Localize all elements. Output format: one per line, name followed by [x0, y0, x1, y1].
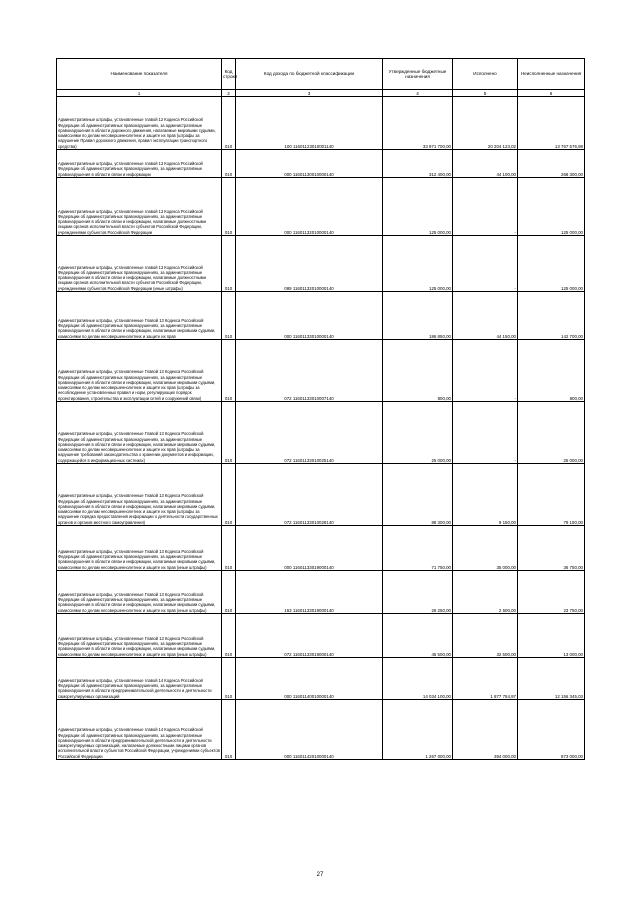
- row-unexecuted: 12 156 345,03: [518, 658, 585, 700]
- column-number: 6: [518, 90, 585, 97]
- table-row: [57, 700, 585, 760]
- row-kbk: 072 11601133010025140: [236, 402, 383, 464]
- row-name: Административные штрафы, установленные главой 13 Кодекса Российской Федерации об административных правонарушениях, за административные правонарушения в области связи и информации, налагаемые должностными лицами органов исполнительной власти субъектов Российской Федерации, учреждениями субъектов Российской Федерации: [57, 178, 222, 236]
- row-code: 010: [222, 150, 236, 178]
- row-approved: 71 750,00: [383, 526, 453, 571]
- row-kbk: 000 11601140010000140: [236, 658, 383, 700]
- row-unexecuted: 13 767 576,98: [518, 97, 585, 150]
- row-name: Административные штрафы, установленные Главой 13 Кодекса Российской Федерации об административных правонарушениях, за административные правонарушения в области связи и информации, налагаемые мировыми судьями, комиссиями по делам несовершеннолетних и защите их прав (иные штрафы): [57, 614, 222, 658]
- row-approved: 33 971 700,00: [383, 97, 453, 150]
- row-approved: 88 300,00: [383, 464, 453, 526]
- row-kbk: 153 11601133019000140: [236, 571, 383, 614]
- row-approved: 125 000,00: [383, 178, 453, 236]
- row-executed: -: [453, 236, 518, 292]
- row-unexecuted: 36 750,00: [518, 526, 585, 571]
- row-executed: 1 877 754,97: [453, 658, 518, 700]
- table-row: [57, 292, 585, 340]
- row-name: Административные штрафы, установленные главой 12 Кодекса Российской Федерации об административных правонарушениях, за административные правонарушения в области дорожного движения, налагаемые мировыми судьями, комиссиями по делам несовершеннолетних и защите их прав (штрафы за нарушение Правил дорожного движения, правил эксплуатации транспортного средства): [57, 97, 222, 150]
- row-code: 010: [222, 464, 236, 526]
- row-unexecuted: 800,00: [518, 340, 585, 402]
- row-executed: 35 000,00: [453, 526, 518, 571]
- row-executed: 2 500,00: [453, 571, 518, 614]
- row-unexecuted: 23 750,00: [518, 571, 585, 614]
- table-row: [57, 571, 585, 614]
- row-code: 010: [222, 178, 236, 236]
- table-row: [57, 97, 585, 150]
- table-row: [57, 236, 585, 292]
- row-kbk: 072 11601133010007140: [236, 340, 383, 402]
- row-approved: 186 850,00: [383, 292, 453, 340]
- column-number: 4: [383, 90, 453, 97]
- row-executed: 20 204 123,02: [453, 97, 518, 150]
- row-code: 010: [222, 340, 236, 402]
- row-name: Административные штрафы, установленные главой 14 Кодекса Российской Федерации об административных правонарушениях, за административные правонарушения в области предпринимательской деятельности и деятельности саморегулируемых организаций: [57, 658, 222, 700]
- row-unexecuted: 125 000,00: [518, 236, 585, 292]
- row-approved: 312 400,00: [383, 150, 453, 178]
- row-unexecuted: 125 000,00: [518, 178, 585, 236]
- row-code: 010: [222, 526, 236, 571]
- row-kbk: 072 11601133010028140: [236, 464, 383, 526]
- row-approved: 800,00: [383, 340, 453, 402]
- row-unexecuted: 268 300,00: [518, 150, 585, 178]
- row-kbk: 100 11601123010001140: [236, 97, 383, 150]
- row-executed: 9 150,00: [453, 464, 518, 526]
- row-kbk: 000 11601132010000140: [236, 178, 383, 236]
- row-executed: 394 000,00: [453, 700, 518, 760]
- table-row: [57, 658, 585, 700]
- row-name: Административные штрафы, установленные главой 14 Кодекса Российской Федерации об административных правонарушениях, за административные правонарушения в области предпринимательской деятельности и деятельности саморегулируемых организаций, налагаемые должностными лицами органов исполнительной власти субъектов Российской Федерации, учреждениями субъектов Российской Федерации: [57, 700, 222, 760]
- row-name: Административные штрафы, установленные главой 13 Кодекса Российской Федерации об административных правонарушениях, за административные правонарушения в области связи и информации: [57, 150, 222, 178]
- column-number: 1: [57, 90, 222, 97]
- row-name: Административные штрафы, установленные Главой 13 Кодекса Российской Федерации об административных правонарушениях, за административные правонарушения в области связи и информации, налагаемые мировыми судьями, комиссиями по делам несовершеннолетних и защите их прав (иные штрафы): [57, 571, 222, 614]
- header-name: Наименование показателя: [57, 59, 222, 90]
- table-header-row: [57, 59, 585, 90]
- row-executed: -: [453, 178, 518, 236]
- table-row: [57, 402, 585, 464]
- row-kbk: 000 11601133019000140: [236, 526, 383, 571]
- row-name: Административные штрафы, установленные Главой 13 Кодекса Российской Федерации об административных правонарушениях, за административные правонарушения в области связи и информации, налагаемые мировыми судьями, комиссиями по делам несовершеннолетних и защите их прав (иные штрафы): [57, 526, 222, 571]
- row-unexecuted: 79 150,00: [518, 464, 585, 526]
- row-name: Административные штрафы, установленные главой 13 Кодекса Российской Федерации об административных правонарушениях, за административные правонарушения в области связи и информации, налагаемые должностными лицами органов исполнительной власти субъектов Российской Федерации, учреждениями субъектов Российской Федерации (иные штрафы): [57, 236, 222, 292]
- header-code: Код строки: [222, 59, 236, 90]
- row-code: 010: [222, 292, 236, 340]
- header-approved: Утвержденные бюджетные назначения: [383, 59, 453, 90]
- row-executed: 44 150,00: [453, 292, 518, 340]
- row-code: 010: [222, 571, 236, 614]
- row-executed: 44 100,00: [453, 150, 518, 178]
- table-row: [57, 614, 585, 658]
- column-number-row: [57, 90, 585, 97]
- header-unexecuted: Неисполненные назначения: [518, 59, 585, 90]
- row-unexecuted: 25 000,00: [518, 402, 585, 464]
- table-row: [57, 340, 585, 402]
- row-name: Административные штрафы, установленные Главой 13 Кодекса Российской Федерации об административных правонарушениях, за административные правонарушения в области связи и информации, налагаемые мировыми судьями, комиссиями по делам несовершеннолетних и защите их прав (штрафы за несоблюдение установленных правил и норм, регулирующих порядок проектирования, строительства и эксплуатации сетей и сооружений связи): [57, 340, 222, 402]
- row-kbk: 000 11601142010000140: [236, 700, 383, 760]
- row-code: 010: [222, 658, 236, 700]
- row-unexecuted: 873 000,00: [518, 700, 585, 760]
- row-executed: -: [453, 340, 518, 402]
- header-kbk: Код дохода по бюджетной классификации: [236, 59, 383, 90]
- row-unexecuted: 13 000,00: [518, 614, 585, 658]
- row-approved: 26 250,00: [383, 571, 453, 614]
- row-kbk: 089 11601132010000140: [236, 236, 383, 292]
- row-code: 010: [222, 614, 236, 658]
- row-name: Административные штрафы, установленные Главой 13 Кодекса Российской Федерации об административных правонарушениях, за административные правонарушения в области связи и информации, налагаемые мировыми судьями, комиссиями по делам несовершеннолетних и защите их прав (штрафы за нарушение порядка предоставления информации о деятельности государственных органов и органов местного самоуправления): [57, 464, 222, 526]
- table-row: [57, 178, 585, 236]
- row-kbk: 072 11601133019000140: [236, 614, 383, 658]
- budget-execution-table: [56, 58, 585, 760]
- row-executed: -: [453, 402, 518, 464]
- row-approved: 25 000,00: [383, 402, 453, 464]
- table-row: [57, 526, 585, 571]
- row-name: Административные штрафы, установленные Главой 13 Кодекса Российской Федерации об административных правонарушениях, за административные правонарушения в области связи и информации, налагаемые мировыми судьями, комиссиями по делам несовершеннолетних и защите их прав (штрафы за нарушение требований законодательства о хранении документов и информации, содержащейся в информационных системах): [57, 402, 222, 464]
- row-code: 010: [222, 700, 236, 760]
- header-executed: Исполнено: [453, 59, 518, 90]
- row-approved: 125 000,00: [383, 236, 453, 292]
- row-executed: 32 500,00: [453, 614, 518, 658]
- table-row: [57, 464, 585, 526]
- table-row: [57, 150, 585, 178]
- row-kbk: 000 11601130010000140: [236, 150, 383, 178]
- row-code: 010: [222, 236, 236, 292]
- page-number: 27: [316, 872, 324, 878]
- row-code: 010: [222, 402, 236, 464]
- row-approved: 45 500,00: [383, 614, 453, 658]
- column-number: 3: [236, 90, 383, 97]
- column-number: 5: [453, 90, 518, 97]
- row-code: 010: [222, 97, 236, 150]
- row-approved: 14 034 100,00: [383, 658, 453, 700]
- row-unexecuted: 142 700,00: [518, 292, 585, 340]
- row-name: Административные штрафы, установленные Главой 13 Кодекса Российской Федерации об административных правонарушениях, за административные правонарушения в области связи и информации, налагаемые мировыми судьями, комиссиями по делам несовершеннолетних и защите их прав: [57, 292, 222, 340]
- row-kbk: 000 11601133010000140: [236, 292, 383, 340]
- row-approved: 1 267 000,00: [383, 700, 453, 760]
- column-number: 2: [222, 90, 236, 97]
